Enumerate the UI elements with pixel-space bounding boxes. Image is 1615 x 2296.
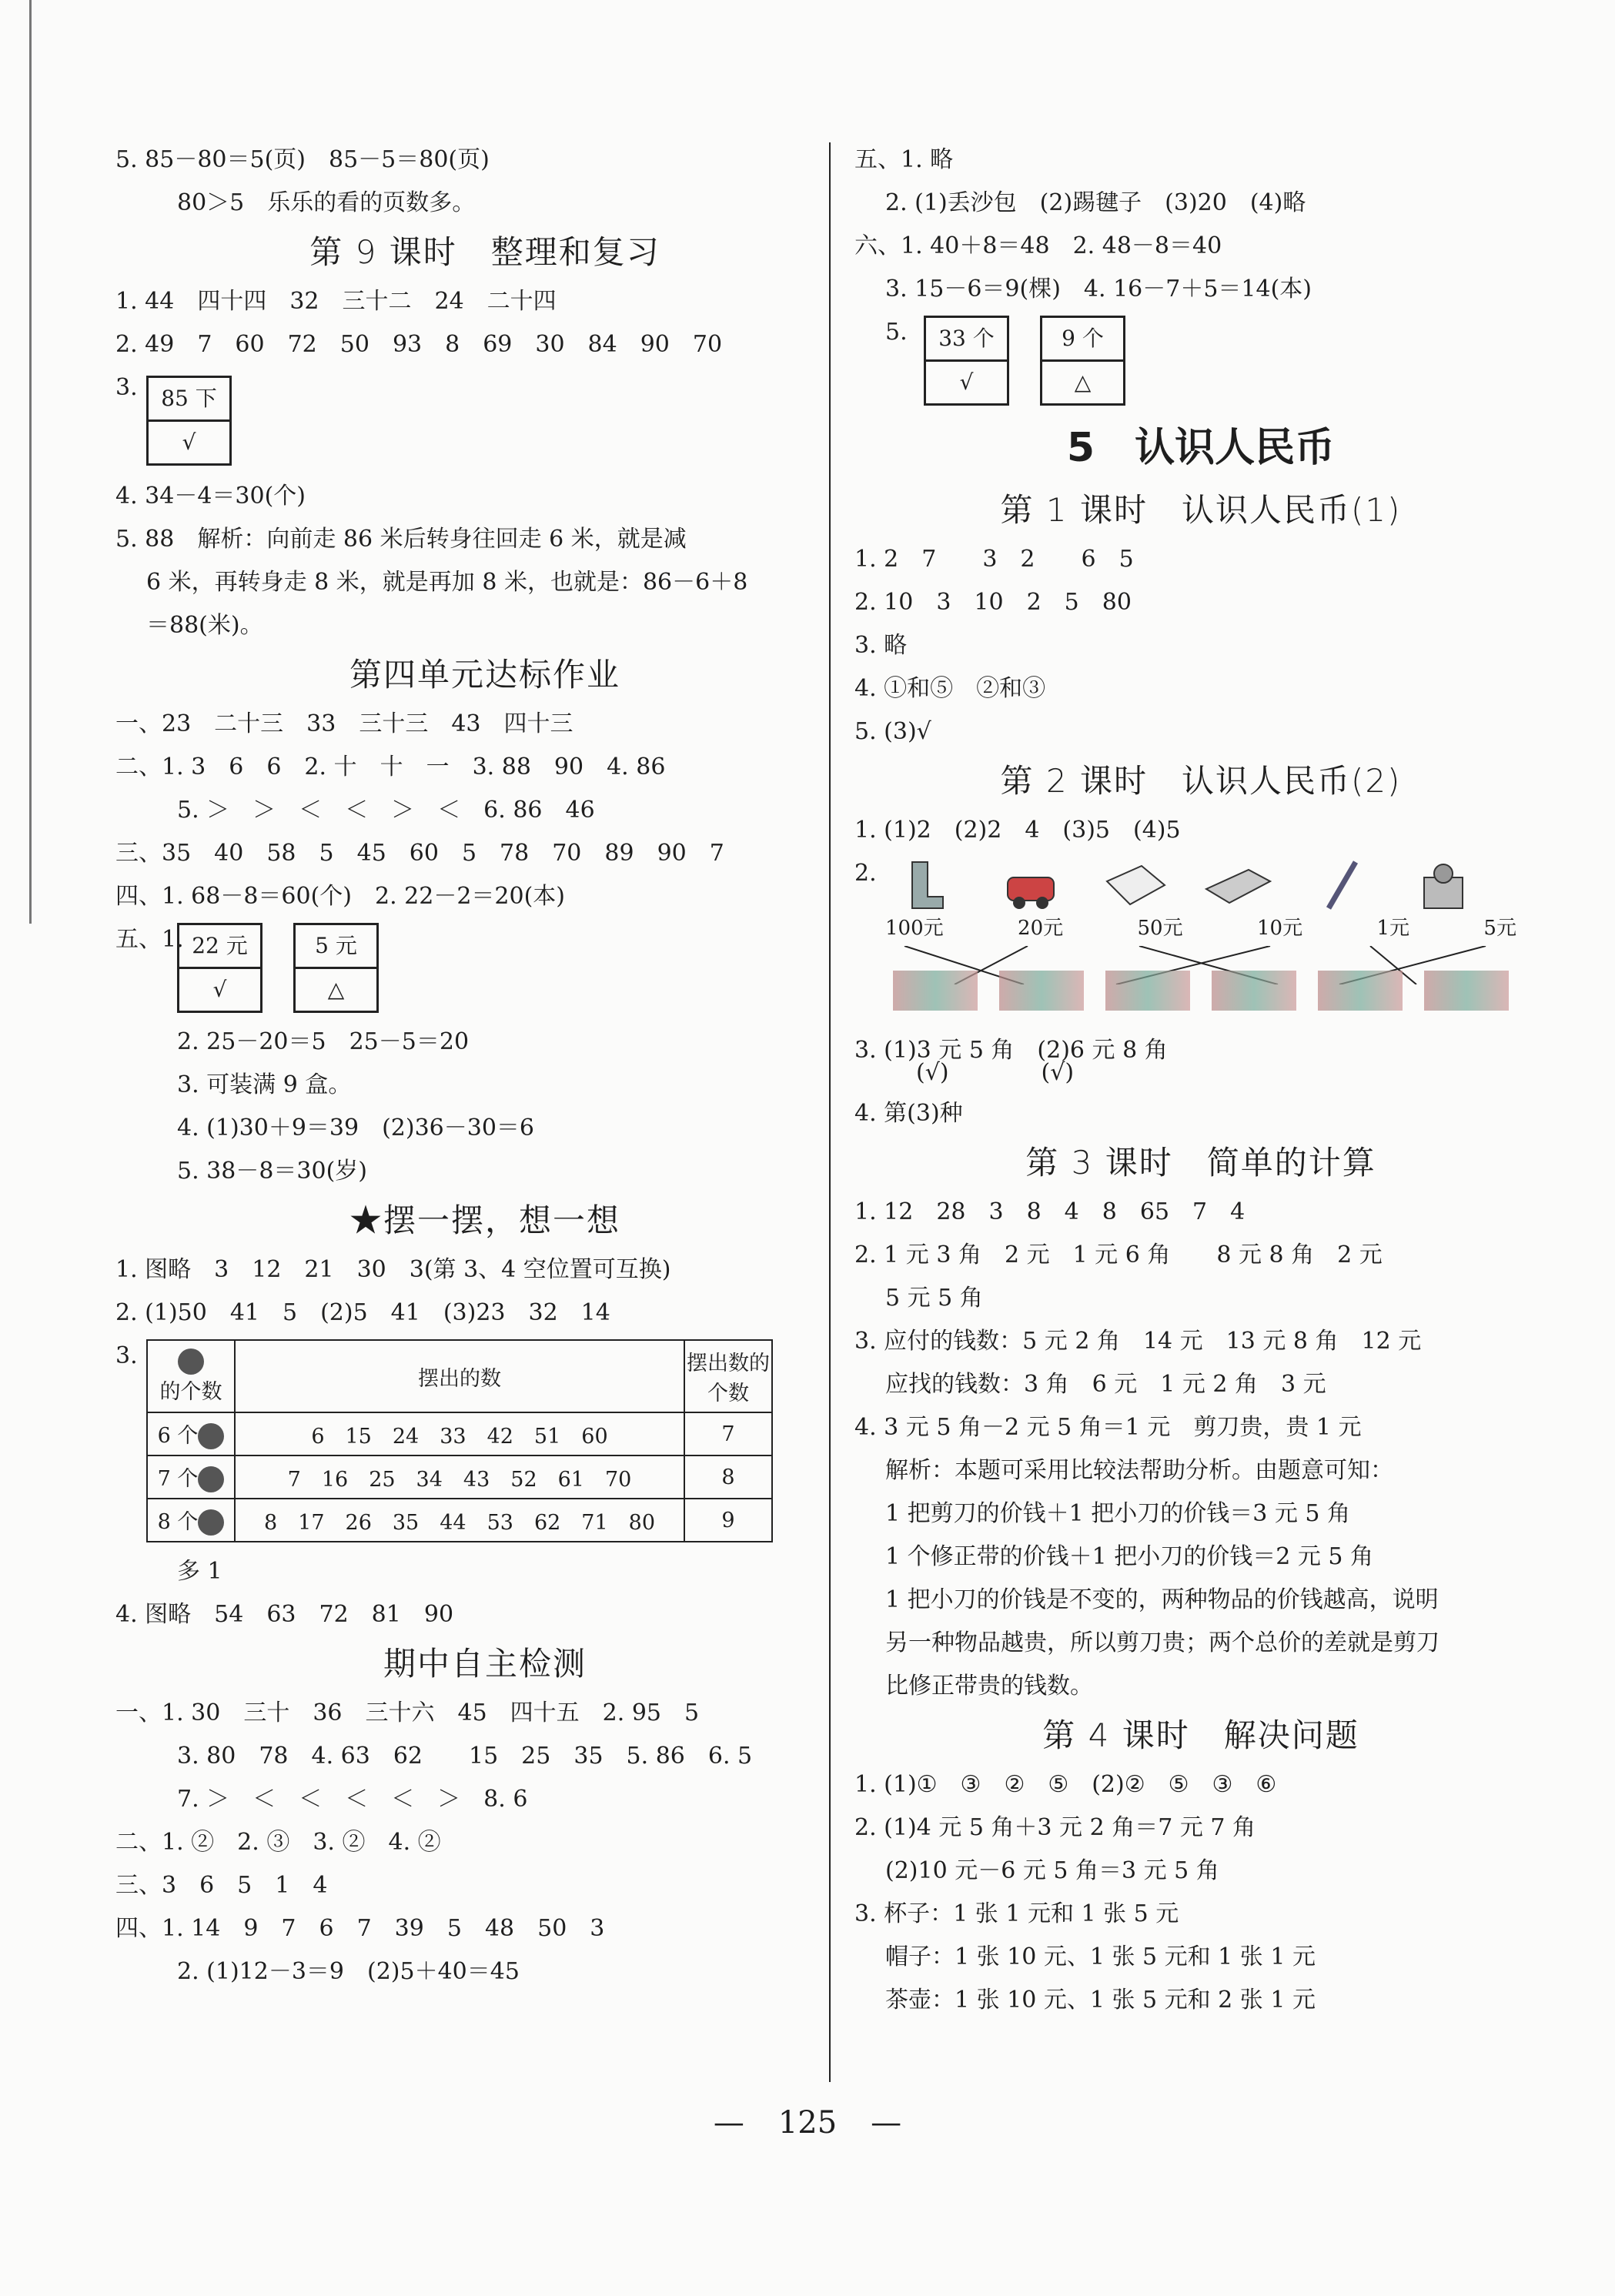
banknote-icon <box>999 971 1084 1011</box>
answer-line: 三、35 40 58 5 45 60 5 78 70 89 90 7 <box>115 840 724 867</box>
item-number: 2. <box>854 860 877 887</box>
price-row <box>885 912 1516 943</box>
answer-line: 5. ＞ ＞ ＜ ＜ ＞ ＜ 6. 86 46 <box>177 797 595 824</box>
row-key: 6 个 <box>157 1423 199 1448</box>
answer-line: 3. (1)3 元 5 角 (2)6 元 8 角 <box>854 1037 1168 1064</box>
answer-line: 2. 49 7 60 72 50 93 8 69 30 84 90 70 <box>115 331 723 358</box>
answer-line: 3. 可装满 9 盒。 <box>177 1071 352 1098</box>
box-top: 33 个 <box>926 318 1007 362</box>
row-key: 7 个 <box>157 1466 199 1491</box>
answer-line: 5. 85－80＝5(页) 85－5＝80(页) <box>115 146 490 173</box>
section-heading: 第 9 课时 整理和复习 <box>309 233 660 271</box>
answer-line: 1. 2 7 3 2 6 5 <box>854 546 1134 573</box>
answer-line: 四、1. 68－8＝60(个) 2. 22－2＝20(本) <box>115 883 566 910</box>
answer-boxes <box>177 923 379 1013</box>
bead-icon <box>198 1423 224 1449</box>
pencil-case-icon <box>1202 858 1272 912</box>
item-number: 3. <box>115 1342 138 1369</box>
answer-line: 1 把剪刀的价钱＋1 把小刀的价钱＝3 元 5 角 <box>885 1500 1351 1527</box>
answer-line: 帽子：1 张 10 元、1 张 5 元和 1 张 1 元 <box>885 1943 1316 1970</box>
section-heading: 第四单元达标作业 <box>349 656 620 693</box>
answer-line: 4. 第(3)种 <box>854 1100 963 1127</box>
price-label: 50元 <box>1137 917 1183 940</box>
item-number: 五、1. <box>115 926 184 953</box>
table-header: 摆出的数 <box>235 1340 684 1412</box>
answer-line: 4. 34－4＝30(个) <box>115 483 306 510</box>
answer-line: 1. 44 四十四 32 三十二 24 二十四 <box>115 288 557 315</box>
section-heading: 第 1 课时 认识人民币(1) <box>1000 491 1402 529</box>
page-number-value: 125 <box>777 2105 838 2141</box>
answer-line: 3. 杯子：1 张 1 元和 1 张 5 元 <box>854 1900 1179 1927</box>
answer-line: 6 米，再转身走 8 米，就是再加 8 米，也就是：86－6＋8 <box>146 569 748 596</box>
answer-line: 解析：本题可采用比较法帮助分析。由题意可知： <box>885 1457 1393 1484</box>
answer-line: 二、1. ② 2. ③ 3. ② 4. ② <box>115 1829 441 1856</box>
answer-line: 2. 25－20＝5 25－5＝20 <box>177 1028 470 1055</box>
answer-line: 80＞5 乐乐的看的页数多。 <box>177 189 476 216</box>
answer-line: 1. (1)2 (2)2 4 (3)5 (4)5 <box>854 817 1181 844</box>
answer-line: 5 元 5 角 <box>885 1285 983 1312</box>
sharpener-icon <box>1409 858 1478 912</box>
answer-boxes <box>924 316 1125 406</box>
answer-line: 1. 图略 3 12 21 30 3(第 3、4 空位置可互换) <box>115 1256 671 1283</box>
answer-line: 7. ＞ ＜ ＜ ＜ ＜ ＞ 8. 6 <box>177 1786 528 1813</box>
column-divider <box>829 142 831 2082</box>
matching-figure <box>854 852 1547 1029</box>
answer-line: 3. 应付的钱数：5 元 2 角 14 元 13 元 8 角 12 元 <box>854 1328 1422 1355</box>
matching-lines <box>885 946 1516 984</box>
answer-line: 4. 3 元 5 角－2 元 5 角＝1 元 剪刀贵，贵 1 元 <box>854 1414 1362 1441</box>
section-heading: 第 2 课时 认识人民币(2) <box>1000 762 1402 800</box>
box-bottom: √ <box>959 369 974 395</box>
answer-box <box>177 923 262 1013</box>
answer-line: 比修正带贵的钱数。 <box>885 1673 1093 1699</box>
answer-line: 2. (1)12－3＝9 (2)5＋40＝45 <box>177 1958 520 1985</box>
answer-line: 1 个修正带的价钱＋1 把小刀的价钱＝2 元 5 角 <box>885 1543 1374 1570</box>
row-values: 7 16 25 34 43 52 61 70 <box>235 1455 684 1499</box>
answer-line <box>115 366 824 466</box>
row-count: 9 <box>684 1499 772 1542</box>
binding-rule <box>29 0 32 924</box>
answer-line: 2. 10 3 10 2 5 80 <box>854 589 1132 616</box>
answer-line: 多 1 <box>177 1558 222 1585</box>
answer-line: 四、1. 14 9 7 6 7 39 5 48 50 3 <box>115 1915 605 1942</box>
left-column <box>115 139 824 1994</box>
answer-box <box>293 923 379 1013</box>
answer-line: 3. 80 78 4. 63 62 15 25 35 5. 86 6. 5 <box>177 1743 753 1770</box>
row-count: 7 <box>684 1412 772 1455</box>
boots-icon <box>893 858 962 912</box>
answer-line: 1 把小刀的价钱是不变的，两种物品的价钱越高，说明 <box>885 1586 1439 1613</box>
dash: — <box>713 2105 744 2141</box>
answer-box <box>1040 316 1125 406</box>
answer-line: 二、1. 3 6 6 2. 十 十 一 3. 88 90 4. 86 <box>115 754 666 780</box>
box-bottom: △ <box>1074 369 1092 395</box>
pencil-icon <box>1306 858 1375 912</box>
table-row <box>147 1499 772 1542</box>
box-bottom: △ <box>327 977 345 1002</box>
table-header <box>147 1340 235 1412</box>
answer-line: 六、1. 40＋8＝48 2. 48－8＝40 <box>854 232 1222 259</box>
table-row <box>147 1455 772 1499</box>
price-label: 100元 <box>885 917 944 940</box>
answer-line: 1. (1)① ③ ② ⑤ (2)② ⑤ ③ ⑥ <box>854 1771 1277 1798</box>
item-number: 5. <box>885 319 908 346</box>
row-values: 8 17 26 35 44 53 62 71 80 <box>235 1499 684 1542</box>
banknote-icon <box>1105 971 1190 1011</box>
table-header: 摆出数的个数 <box>684 1340 772 1412</box>
box-bottom: √ <box>212 977 227 1002</box>
answer-line: 2. (1)丢沙包 (2)踢毽子 (3)20 (4)略 <box>885 189 1306 216</box>
table-row <box>147 1412 772 1455</box>
answer-box <box>924 316 1009 406</box>
dash: — <box>871 2105 902 2141</box>
bead-icon <box>198 1509 224 1536</box>
box-top: 9 个 <box>1042 318 1123 362</box>
right-column <box>854 139 1547 2022</box>
answer-line: 4. ①和⑤ ②和③ <box>854 675 1046 702</box>
answer-line: 3. 略 <box>854 632 908 659</box>
bead-table <box>146 1339 773 1542</box>
header-label: 的个数 <box>159 1379 222 1404</box>
item-number: 3. <box>115 374 138 401</box>
bead-icon <box>178 1349 204 1375</box>
bead-icon <box>198 1466 224 1492</box>
toy-car-icon <box>996 858 1065 912</box>
answer-line: 5. 88 解析：向前走 86 米后转身往回走 6 米，就是减 <box>115 526 687 553</box>
box-top: 5 元 <box>296 925 376 969</box>
row-values: 6 15 24 33 42 51 60 <box>235 1412 684 1455</box>
answer-line: 4. 图略 54 63 72 81 90 <box>115 1601 454 1628</box>
banknote-icon <box>1212 971 1296 1011</box>
section-heading: 第 3 课时 简单的计算 <box>1025 1144 1376 1181</box>
answer-line: 1. 12 28 3 8 4 8 65 7 4 <box>854 1198 1246 1225</box>
price-label: 10元 <box>1257 917 1303 940</box>
price-label: 20元 <box>1018 917 1064 940</box>
section-heading: 期中自主检测 <box>383 1645 587 1683</box>
answer-line: 2. (1)4 元 5 角＋3 元 2 角＝7 元 7 角 <box>854 1814 1256 1841</box>
answer-line <box>115 1335 824 1550</box>
section-heading: 第 4 课时 解决问题 <box>1042 1716 1359 1754</box>
box-bottom: √ <box>182 429 196 455</box>
banknote-icon <box>1318 971 1403 1011</box>
answer-line: 五、1. 略 <box>854 146 954 173</box>
answer-line: 一、1. 30 三十 36 三十六 45 四十五 2. 95 5 <box>115 1699 700 1726</box>
row-count: 8 <box>684 1455 772 1499</box>
answer-line: 2. (1)50 41 5 (2)5 41 (3)23 32 14 <box>115 1299 610 1326</box>
price-label: 1元 <box>1376 917 1410 940</box>
answer-box <box>146 376 232 466</box>
book-icon <box>1099 858 1169 912</box>
answer-line: (2)10 元－6 元 5 角＝3 元 5 角 <box>885 1857 1219 1884</box>
item-pictures <box>893 852 1478 912</box>
box-top: 22 元 <box>179 925 260 969</box>
answer-line: 应找的钱数：3 角 6 元 1 元 2 角 3 元 <box>885 1371 1326 1398</box>
row-key: 8 个 <box>157 1509 199 1534</box>
answer-line: 2. 1 元 3 角 2 元 1 元 6 角 8 元 8 角 2 元 <box>854 1242 1383 1268</box>
price-label: 5元 <box>1483 917 1516 940</box>
answer-line: 三、3 6 5 1 4 <box>115 1872 328 1899</box>
answer-line: (√) (√) <box>916 1059 1075 1086</box>
page-number <box>0 2105 1615 2141</box>
answer-line: 另一种物品越贵，所以剪刀贵；两个总价的差就是剪刀 <box>885 1629 1439 1656</box>
answer-line: 一、23 二十三 33 三十三 43 四十三 <box>115 710 573 737</box>
section-heading: ★摆一摆，想一想 <box>349 1201 620 1239</box>
answer-line <box>854 311 1547 413</box>
banknote-icon <box>1424 971 1509 1011</box>
answer-line: 3. 15－6＝9(棵) 4. 16－7＋5＝14(本) <box>885 276 1312 302</box>
banknote-icon <box>893 971 978 1011</box>
answer-line: 5. 38－8＝30(岁) <box>177 1158 368 1185</box>
unit-title: 5 认识人民币 <box>1066 425 1336 471</box>
answer-line <box>115 918 824 1021</box>
answer-line: 茶壶：1 张 10 元、1 张 5 元和 2 张 1 元 <box>885 1987 1316 2014</box>
answer-line: 4. (1)30＋9＝39 (2)36－30＝6 <box>177 1115 535 1141</box>
answer-line: ＝88(米)。 <box>146 612 263 639</box>
box-top: 85 下 <box>149 378 229 422</box>
answer-line: 5. (3)√ <box>854 718 931 745</box>
